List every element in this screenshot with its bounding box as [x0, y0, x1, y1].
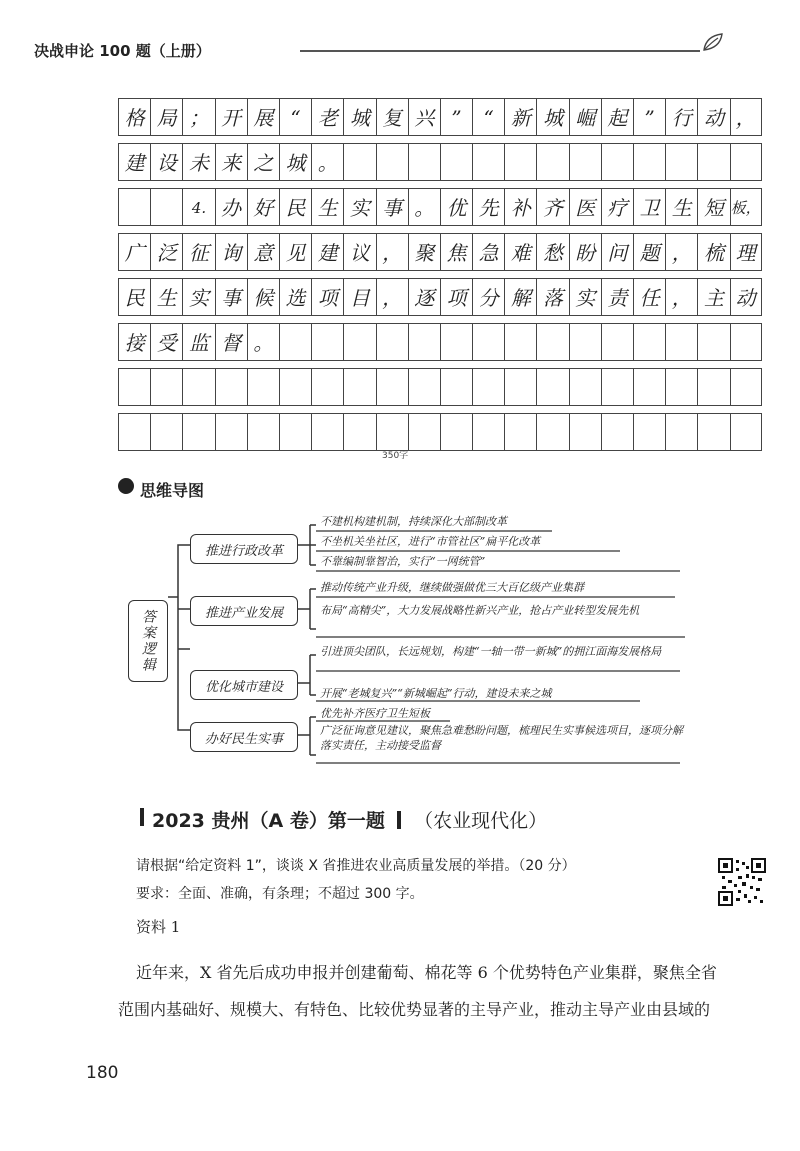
grid-cell	[633, 368, 665, 406]
grid-cell: ，	[730, 98, 762, 136]
grid-cell: 题	[633, 233, 665, 271]
mindmap-leaf: 不建机构建机制，持续深化大部制改革	[320, 515, 507, 528]
grid-cell: 分	[472, 278, 504, 316]
mindmap-root-node	[128, 600, 168, 682]
grid-cell: 兴	[408, 98, 440, 136]
grid-cell: 疗	[601, 188, 633, 226]
grid-cell: ；	[182, 98, 214, 136]
material-paragraph-line-1: 近年来，X 省先后成功申报并创建葡萄、棉花等 6 个优势特色产业集群，聚焦全省	[136, 963, 717, 982]
grid-cell: 广	[118, 233, 150, 271]
grid-cell	[697, 413, 729, 451]
grid-cell	[150, 368, 182, 406]
grid-cell	[536, 368, 568, 406]
grid-cell: 征	[182, 233, 214, 271]
grid-cell: 急	[472, 233, 504, 271]
grid-cell	[569, 368, 601, 406]
grid-cell: 好	[247, 188, 279, 226]
grid-cell	[247, 368, 279, 406]
grid-cell	[536, 413, 568, 451]
grid-cell	[601, 413, 633, 451]
grid-cell: 询	[215, 233, 247, 271]
grid-cell: 受	[150, 323, 182, 361]
grid-cell	[182, 413, 214, 451]
grid-cell: 理	[730, 233, 762, 271]
grid-cell: 。	[247, 323, 279, 361]
question-tag: （农业现代化）	[414, 810, 548, 832]
grid-cell	[311, 323, 343, 361]
grid-cell: 城	[536, 98, 568, 136]
grid-cell	[343, 143, 375, 181]
mindmap-leaf: 不坐机关坐社区，进行“市管社区”扁平化改革	[320, 535, 541, 548]
grid-cell: 行	[665, 98, 697, 136]
grid-row	[118, 323, 762, 361]
grid-cell: 。	[311, 143, 343, 181]
grid-cell: 生	[665, 188, 697, 226]
grid-cell: 之	[247, 143, 279, 181]
grid-cell	[279, 323, 311, 361]
grid-cell: 生	[150, 278, 182, 316]
grid-cell	[311, 413, 343, 451]
mindmap-branch-1: 推进行政改革	[190, 534, 298, 564]
mindmap-branch-3: 优化城市建设	[190, 670, 298, 700]
grid-cell	[697, 143, 729, 181]
grid-cell	[504, 323, 536, 361]
grid-cell: 建	[118, 143, 150, 181]
grid-cell: 民	[118, 278, 150, 316]
question-prompt: 请根据“给定资料 1”，谈谈 X 省推进农业高质量发展的举措。（20 分）	[136, 858, 576, 874]
grid-cell	[665, 323, 697, 361]
mindmap-leaf: 开展“老城复兴”“新城崛起”行动，建设未来之城	[320, 687, 552, 700]
grid-cell	[440, 368, 472, 406]
grid-cell: 来	[215, 143, 247, 181]
grid-cell	[376, 368, 408, 406]
grid-cell: 动	[697, 98, 729, 136]
grid-cell: 展	[247, 98, 279, 136]
grid-cell	[376, 143, 408, 181]
grid-cell	[472, 413, 504, 451]
grid-cell	[440, 323, 472, 361]
grid-cell: 解	[504, 278, 536, 316]
mindmap-leaf: 广泛征询意见建议，聚焦急难愁盼问题，梳理民生实事候选项目，逐项分解落实责任，主动接受监督	[320, 724, 683, 752]
grid-cell: 问	[601, 233, 633, 271]
grid-cell: 城	[279, 143, 311, 181]
grid-cell: 办	[215, 188, 247, 226]
mindmap-branch-4: 办好民生实事	[190, 722, 298, 752]
grid-cell: 。	[408, 188, 440, 226]
grid-cell	[569, 413, 601, 451]
grid-cell: 生	[311, 188, 343, 226]
question-title-text: 2023 贵州（A 卷）第一题	[152, 810, 385, 832]
section-marker-right	[397, 811, 401, 829]
leaf-sprout-icon	[700, 28, 728, 56]
grid-cell	[633, 143, 665, 181]
grid-cell: 新	[504, 98, 536, 136]
grid-cell: ，	[376, 278, 408, 316]
grid-cell: 泛	[150, 233, 182, 271]
mindmap-leaf: 布局“高精尖”，大力发展战略性新兴产业，抢占产业转型发展先机	[320, 604, 640, 617]
grid-cell	[697, 368, 729, 406]
grid-cell	[504, 413, 536, 451]
grid-cell	[601, 368, 633, 406]
grid-cell: 民	[279, 188, 311, 226]
grid-cell: ，	[665, 278, 697, 316]
grid-row	[118, 278, 762, 316]
grid-cell	[279, 368, 311, 406]
grid-cell	[730, 323, 762, 361]
grid-cell: 接	[118, 323, 150, 361]
material-paragraph-line-2: 范围内基础好、规模大、有特色、比较优势显著的主导产业，推动主导产业由县域的	[118, 1000, 711, 1019]
grid-cell: 动	[730, 278, 762, 316]
grid-cell: 医	[569, 188, 601, 226]
grid-cell: ”	[440, 98, 472, 136]
grid-cell: 聚	[408, 233, 440, 271]
page-number: 180	[86, 1063, 119, 1083]
grid-cell	[408, 413, 440, 451]
mindmap-title: 思维导图	[140, 481, 205, 500]
grid-cell	[504, 368, 536, 406]
grid-cell: 设	[150, 143, 182, 181]
grid-cell: 项	[311, 278, 343, 316]
grid-cell	[536, 323, 568, 361]
grid-cell	[408, 143, 440, 181]
grid-cell	[311, 368, 343, 406]
grid-cell: 实	[182, 278, 214, 316]
grid-cell: ”	[633, 98, 665, 136]
grid-cell: 盼	[569, 233, 601, 271]
grid-cell	[118, 413, 150, 451]
grid-cell: 逐	[408, 278, 440, 316]
grid-cell: 议	[343, 233, 375, 271]
grid-cell	[665, 143, 697, 181]
grid-cell: 补	[504, 188, 536, 226]
grid-cell	[215, 368, 247, 406]
grid-cell: 先	[472, 188, 504, 226]
grid-cell	[440, 413, 472, 451]
grid-cell: 建	[311, 233, 343, 271]
grid-row	[118, 413, 762, 451]
grid-cell: 局	[150, 98, 182, 136]
grid-cell	[343, 368, 375, 406]
grid-cell	[408, 368, 440, 406]
grid-cell: 短	[697, 188, 729, 226]
grid-cell: 督	[215, 323, 247, 361]
grid-row	[118, 143, 762, 181]
grid-cell	[569, 143, 601, 181]
grid-cell: 目	[343, 278, 375, 316]
running-header-title: 决战申论 100 题（上册）	[34, 42, 211, 60]
grid-cell: 城	[343, 98, 375, 136]
grid-cell: 复	[376, 98, 408, 136]
grid-cell: 未	[182, 143, 214, 181]
grid-row	[118, 368, 762, 406]
grid-cell: 愁	[536, 233, 568, 271]
grid-cell: 开	[215, 98, 247, 136]
mindmap-leaf: 优先补齐医疗卫生短板	[320, 707, 430, 720]
grid-cell	[279, 413, 311, 451]
grid-row	[118, 233, 762, 271]
grid-cell: “	[279, 98, 311, 136]
grid-cell	[215, 413, 247, 451]
grid-cell: “	[472, 98, 504, 136]
mindmap-root-label: 答案逻辑	[140, 609, 156, 673]
grid-cell: 4.	[182, 188, 214, 226]
grid-cell: 格	[118, 98, 150, 136]
grid-cell	[472, 143, 504, 181]
grid-cell: 监	[182, 323, 214, 361]
grid-cell: 难	[504, 233, 536, 271]
grid-cell: 意	[247, 233, 279, 271]
grid-cell: 选	[279, 278, 311, 316]
question-title	[152, 806, 547, 833]
grid-cell	[118, 188, 150, 226]
grid-cell	[730, 368, 762, 406]
grid-cell: 项	[440, 278, 472, 316]
grid-cell: 焦	[440, 233, 472, 271]
grid-cell: 卫	[633, 188, 665, 226]
grid-cell	[601, 323, 633, 361]
grid-cell	[376, 413, 408, 451]
grid-cell	[150, 188, 182, 226]
grid-cell	[504, 143, 536, 181]
grid-cell	[730, 143, 762, 181]
grid-cell	[697, 323, 729, 361]
word-count-label: 350字	[382, 451, 409, 461]
header-rule	[300, 50, 700, 52]
grid-cell	[343, 413, 375, 451]
grid-cell	[633, 323, 665, 361]
grid-cell	[182, 368, 214, 406]
grid-cell	[376, 323, 408, 361]
question-requirement: 要求：全面、准确，有条理；不超过 300 字。	[136, 886, 424, 902]
grid-cell	[569, 323, 601, 361]
grid-cell	[633, 413, 665, 451]
grid-cell	[665, 413, 697, 451]
grid-cell	[665, 368, 697, 406]
grid-cell: 任	[633, 278, 665, 316]
grid-cell	[440, 143, 472, 181]
grid-cell: 事	[376, 188, 408, 226]
grid-row	[118, 98, 762, 136]
grid-cell: 见	[279, 233, 311, 271]
grid-cell	[472, 323, 504, 361]
grid-row	[118, 188, 762, 226]
grid-cell	[408, 323, 440, 361]
grid-cell	[118, 368, 150, 406]
qr-code-icon[interactable]	[718, 858, 766, 906]
grid-cell: 齐	[536, 188, 568, 226]
grid-cell: 崛	[569, 98, 601, 136]
grid-cell	[730, 413, 762, 451]
mindmap-icon	[118, 478, 134, 494]
grid-cell: 实	[343, 188, 375, 226]
mindmap-leaf: 推动传统产业升级，继续做强做优三大百亿级产业集群	[320, 581, 584, 594]
grid-cell: 事	[215, 278, 247, 316]
grid-cell	[343, 323, 375, 361]
grid-cell: 责	[601, 278, 633, 316]
mindmap-leaf: 引进顶尖团队，长远规划，构建“一轴一带一新城”的拥江面海发展格局	[320, 645, 662, 658]
grid-cell	[601, 143, 633, 181]
grid-cell: 优	[440, 188, 472, 226]
grid-cell: 候	[247, 278, 279, 316]
grid-cell: 起	[601, 98, 633, 136]
grid-cell: 梳	[697, 233, 729, 271]
material-label: 资料 1	[136, 918, 181, 936]
grid-cell: 实	[569, 278, 601, 316]
grid-cell: ，	[376, 233, 408, 271]
section-marker-left	[140, 808, 144, 826]
grid-cell: 落	[536, 278, 568, 316]
grid-cell	[247, 413, 279, 451]
grid-cell	[536, 143, 568, 181]
mindmap-leaf: 不靠编制靠智治，实行“一网统管”	[320, 555, 486, 568]
grid-cell: ，	[665, 233, 697, 271]
grid-cell: 主	[697, 278, 729, 316]
grid-cell	[150, 413, 182, 451]
grid-cell: 板，	[730, 188, 762, 226]
grid-cell: 老	[311, 98, 343, 136]
grid-cell	[472, 368, 504, 406]
mindmap-branch-2: 推进产业发展	[190, 596, 298, 626]
